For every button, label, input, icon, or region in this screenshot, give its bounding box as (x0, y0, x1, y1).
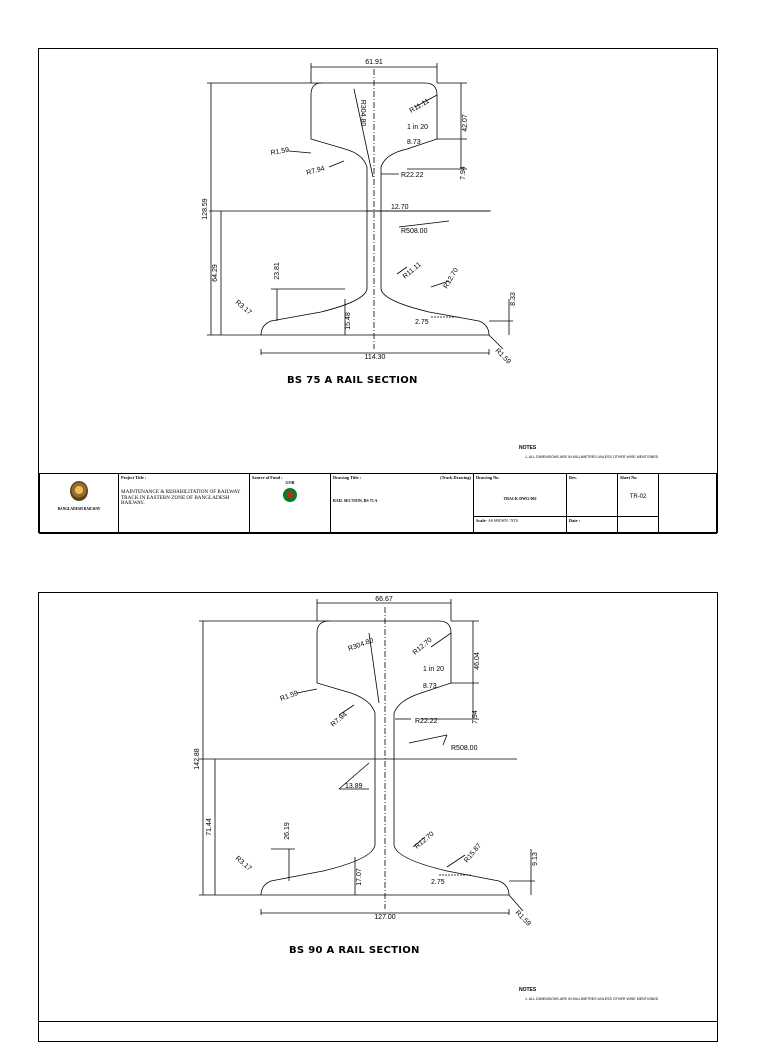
dim-head-depth: 42.07 (462, 114, 469, 132)
dim-web-off: 8.73 (407, 139, 421, 146)
rail-section-drawing (39, 49, 719, 534)
dim-r-foot-corner: R1.59 (493, 347, 512, 366)
sheet-no-cell: Sheet No. TR-02 (618, 474, 659, 517)
notes-text: 1. ALL DIMENSIONS ARE IN MILLIMETRES UNLESS OTHER WISE MENTIONED (525, 997, 659, 1001)
dim-r-under-head: R7.94 (329, 711, 349, 729)
drawing-sheet-bs75a (38, 48, 718, 533)
scale-cell: Scale- AS SHOWN / NTS (474, 517, 567, 534)
dim-foot-width: 127.00 (374, 914, 396, 921)
dim-foot-thick: 15.48 (345, 312, 352, 330)
dim-r-head-upper: R11.11 (408, 97, 431, 115)
dim-web-thick: 13.89 (345, 783, 363, 790)
railway-seal-icon (70, 481, 88, 501)
dim-under-head-drop: 7.94 (472, 710, 479, 724)
dim-r-web: R508.00 (451, 745, 478, 752)
dim-foot-rise: 23.81 (274, 262, 281, 280)
notes-text: 1. ALL DIMENSIONS ARE IN MILLIMETRES UNLESS OTHER WISE MENTIONED (525, 455, 659, 459)
dim-foot-tip-r: R3.17 (233, 299, 253, 317)
dim-half-height: 64.29 (212, 264, 219, 282)
drawing-sheet-bs90a (38, 592, 718, 1042)
dim-r-foot: R12.70 (442, 266, 461, 290)
dim-r-web-bottom: R12.70 (413, 830, 436, 851)
dim-foot-off: 2.75 (415, 319, 429, 326)
fund-cell: Source of Fund : GOB (250, 474, 331, 534)
dim-r-web-top: R22.22 (401, 172, 424, 179)
notes-heading: NOTES (519, 445, 537, 451)
dim-foot-edge: 8.33 (510, 292, 517, 306)
blank-cell (659, 474, 717, 534)
dim-head-width: 66.67 (375, 596, 393, 603)
dim-web-off: 8.73 (423, 683, 437, 690)
dim-fishing-radius: R304.80 (347, 637, 375, 653)
dim-fishing-radius: R304.80 (359, 99, 366, 127)
dim-r-web: R508.00 (401, 228, 428, 235)
dim-foot-width: 114.30 (364, 354, 386, 361)
dim-slope: 1 in 20 (423, 666, 445, 673)
dim-total-height: 128.59 (202, 198, 209, 220)
date-cell: Date : (567, 517, 618, 534)
dim-r-foot-corner: R1.59 (513, 909, 532, 928)
dim-r-foot: R15.87 (463, 842, 484, 865)
rail-section-drawing (39, 593, 719, 1043)
org-cell: BANGLADESH RAILWAY (40, 474, 119, 534)
dim-r-head-corner: R1.59 (270, 146, 290, 157)
dim-r-head-corner: R1.59 (279, 689, 300, 703)
dim-total-height: 142.88 (194, 748, 201, 770)
dim-web-thick: 12.70 (391, 204, 409, 211)
leader-r508 (409, 735, 447, 743)
dim-r-under-head: R7.94 (305, 165, 326, 177)
dim-head-width: 61.91 (365, 59, 383, 66)
bangladesh-emblem-icon (283, 488, 297, 502)
title-block (39, 473, 717, 534)
dim-foot-rise: 26.19 (284, 822, 291, 840)
drawing-no-cell: Drawing No. TRACK-DWG-002 (474, 474, 567, 517)
rail-profile-outline (261, 83, 489, 335)
dim-r-web-bottom: R11.11 (401, 261, 423, 281)
notes-heading: NOTES (519, 987, 537, 993)
dim-foot-edge: 9.13 (532, 852, 539, 866)
dim-foot-off: 2.75 (431, 879, 445, 886)
rev-cell: Rev. (567, 474, 618, 517)
dim-slope: 1 in 20 (407, 124, 429, 131)
project-cell: Project Title : MAINTENANCE & REHABILITATION OF RAILWAY TRACK IN EASTERN ZONE OF BANGLADESH RAILWAY. (119, 474, 250, 534)
dim-half-height: 71.44 (206, 818, 213, 836)
section-title: BS 90 A RAIL SECTION (289, 945, 420, 956)
dim-r-head-upper: R12.70 (411, 636, 434, 657)
drawing-title-cell: Drawing Title : (Track Drawing) RAIL SECTION, BS 75 A (331, 474, 474, 534)
dim-foot-tip-r: R3.17 (233, 855, 253, 873)
dim-head-depth: 46.04 (474, 652, 481, 670)
dim-under-head-drop: 7.94 (460, 166, 467, 180)
title-block-top-edge (39, 1021, 717, 1022)
section-title: BS 75 A RAIL SECTION (287, 375, 418, 386)
dim-foot-thick: 17.07 (356, 868, 363, 886)
dim-r-web-top: R22.22 (415, 718, 438, 725)
